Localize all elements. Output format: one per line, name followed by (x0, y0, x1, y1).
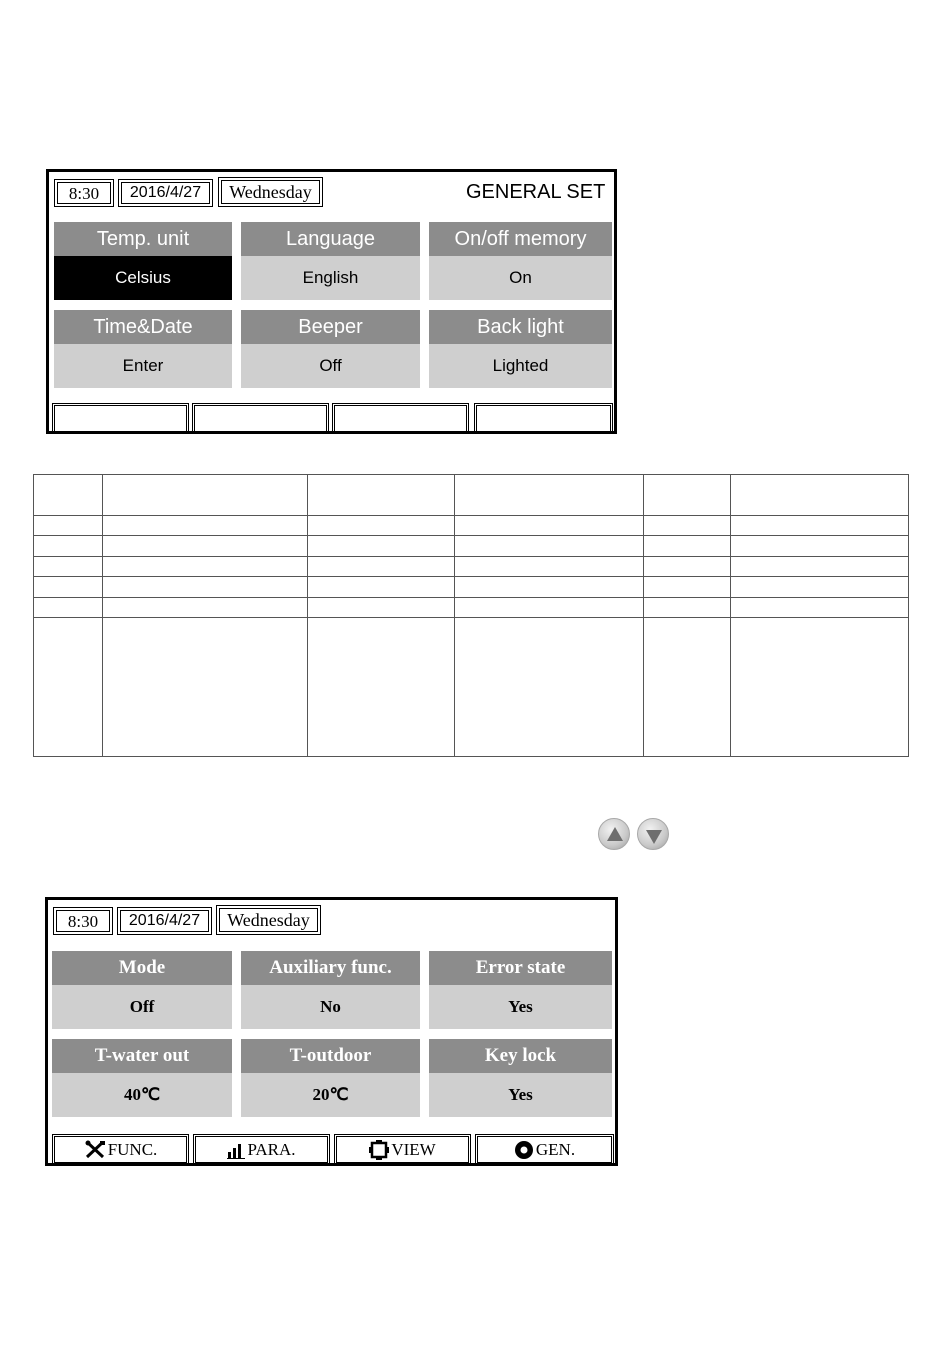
t-water-out-cell[interactable] (52, 1039, 232, 1117)
settings-table (33, 474, 909, 757)
tab-func[interactable] (54, 1136, 187, 1163)
language-cell[interactable] (241, 222, 420, 300)
tab-gen[interactable] (477, 1136, 612, 1163)
beeper-cell[interactable] (241, 310, 420, 388)
bottom-button-4[interactable] (476, 405, 611, 432)
table-row (34, 598, 909, 618)
cell-label: Key lock (429, 1039, 612, 1073)
cell-label: Temp. unit (54, 222, 232, 256)
cell-value: 40℃ (52, 1073, 232, 1117)
table-row (34, 577, 909, 598)
cell-value: No (241, 985, 420, 1029)
main-screen (45, 897, 618, 1166)
bottom-button-3[interactable] (334, 405, 467, 432)
tab-label: VIEW (391, 1139, 436, 1159)
cell-value: On (429, 256, 612, 300)
up-arrow-icon[interactable] (598, 818, 630, 850)
time-date-cell[interactable] (54, 310, 232, 388)
cell-label: T-outdoor (241, 1039, 420, 1073)
cell-label: Auxiliary func. (241, 951, 420, 985)
date-display: 2016/4/27 (120, 910, 209, 932)
tab-label: FUNC. (107, 1139, 158, 1159)
cell-label: Time&Date (54, 310, 232, 344)
tab-view[interactable] (336, 1136, 469, 1163)
key-lock-cell[interactable] (429, 1039, 612, 1117)
tab-label: PARA. (247, 1139, 296, 1159)
date-display: 2016/4/27 (121, 182, 210, 204)
mode-cell[interactable] (52, 951, 232, 1029)
cell-value: Yes (429, 985, 612, 1029)
cell-value: English (241, 256, 420, 300)
cell-label: Mode (52, 951, 232, 985)
bar-chart-icon (227, 1141, 245, 1159)
cell-value: 20℃ (241, 1073, 420, 1117)
tab-para[interactable] (195, 1136, 328, 1163)
t-outdoor-cell[interactable] (241, 1039, 420, 1117)
table-row (34, 618, 909, 757)
weekday-display: Wednesday (219, 908, 318, 932)
weekday-display: Wednesday (221, 180, 320, 204)
cell-label: On/off memory (429, 222, 612, 256)
page-title: GENERAL SET (466, 181, 606, 203)
onoff-memory-cell[interactable] (429, 222, 612, 300)
error-state-cell[interactable] (429, 951, 612, 1029)
table-row (34, 536, 909, 557)
cell-value: Off (52, 985, 232, 1029)
general-set-screen (46, 169, 617, 434)
cell-label: Back light (429, 310, 612, 344)
cell-label: T-water out (52, 1039, 232, 1073)
table-header-row (34, 475, 909, 516)
bottom-button-2[interactable] (194, 405, 327, 432)
temp-unit-cell[interactable] (54, 222, 232, 300)
cell-label: Beeper (241, 310, 420, 344)
tab-label: GEN. (535, 1139, 576, 1159)
cell-label: Language (241, 222, 420, 256)
table-row (34, 557, 909, 577)
view-icon (369, 1140, 389, 1160)
wrench-cross-icon (84, 1140, 106, 1160)
table-row (34, 516, 909, 536)
gear-icon (514, 1140, 534, 1160)
down-arrow-icon[interactable] (637, 818, 669, 850)
cell-value: Celsius (54, 256, 232, 300)
auxiliary-func-cell[interactable] (241, 951, 420, 1029)
cell-label: Error state (429, 951, 612, 985)
cell-value: Off (241, 344, 420, 388)
cell-value: Enter (54, 344, 232, 388)
back-light-cell[interactable] (429, 310, 612, 388)
cell-value: Lighted (429, 344, 612, 388)
cell-value: Yes (429, 1073, 612, 1117)
bottom-button-1[interactable] (54, 405, 187, 432)
time-display: 8:30 (57, 182, 111, 204)
time-display: 8:30 (56, 910, 110, 932)
